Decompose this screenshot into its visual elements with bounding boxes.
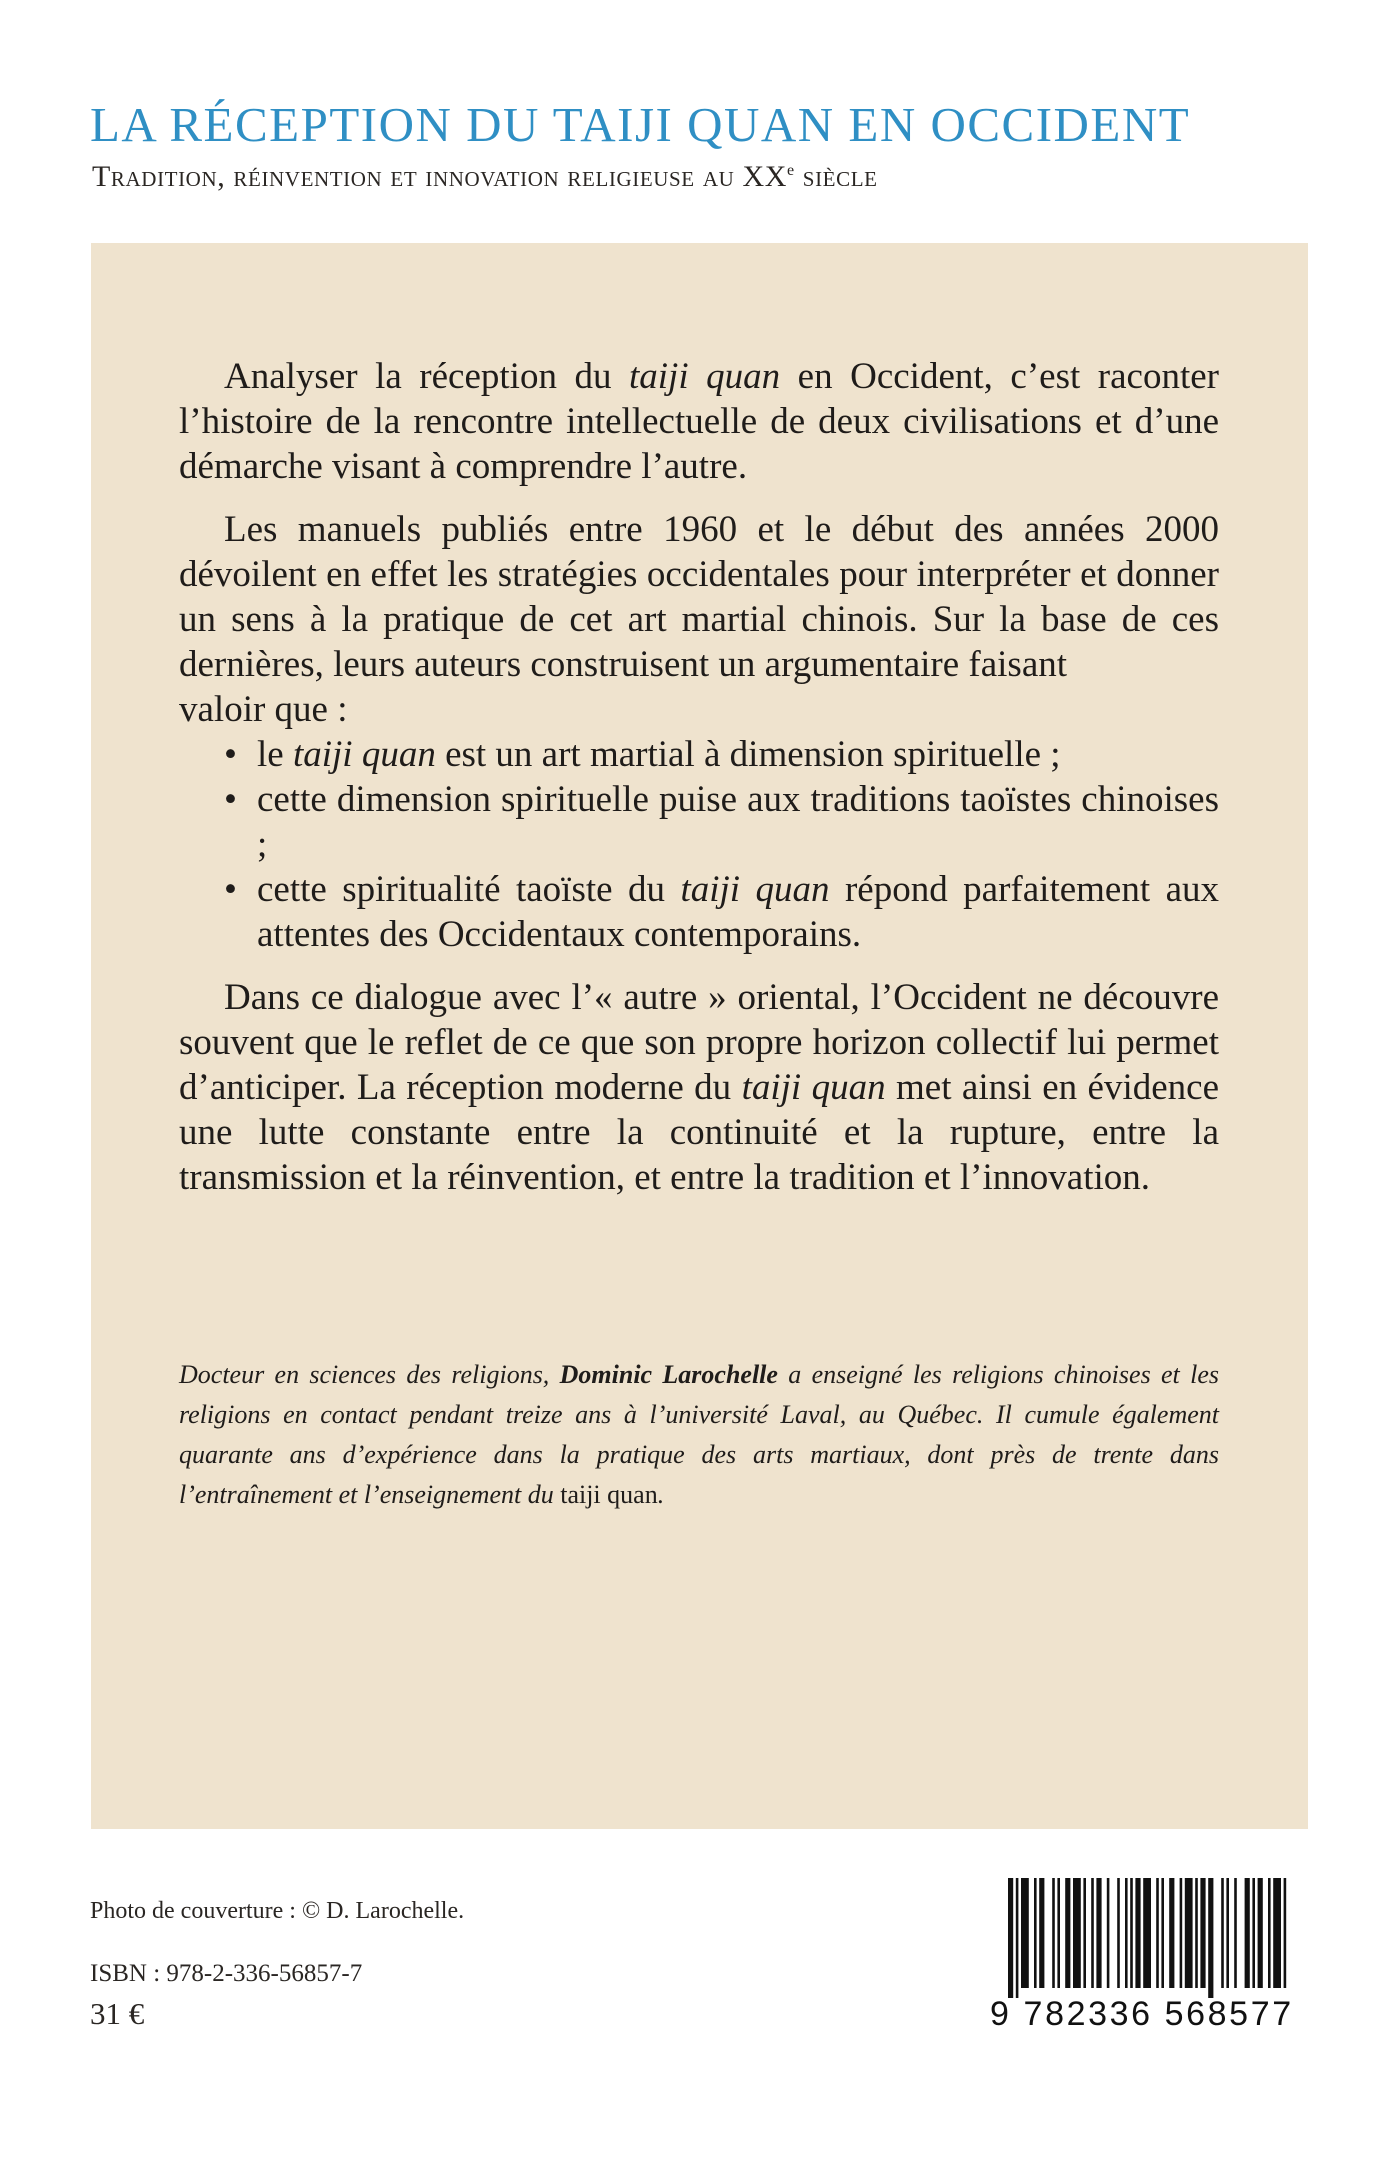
blurb-paragraph-2-continued: valoir que : [179, 689, 348, 730]
barcode-bar [1200, 1878, 1205, 1988]
blurb-paragraph-3: Dans ce dialogue avec l’« autre » oriental, l’Occident ne découvre souvent que le reflet de ce que son propre horizon collectif lui permet d’anticiper. La réception moderne du taiji quan met ainsi en évidence une lutte constante entre la continuité et la rupture, entre la transmission et la réinvention, et entre la tradition et l’innovation. [179, 977, 1219, 1198]
barcode-bar [1208, 1878, 1213, 1998]
blurb-paragraph-1: Analyser la réception du taiji quan en Occident, c’est raconter l’histoire de la rencontre intellectuelle de deux civilisations et d’une démarche visant à comprendre l’autre. [179, 356, 1219, 487]
barcode-bar [1052, 1878, 1055, 1988]
author-name: Dominic Larochelle [559, 1360, 778, 1389]
bullet-icon: • [224, 734, 237, 775]
barcode-bar [1091, 1878, 1094, 1988]
barcode-bar [1125, 1878, 1128, 1988]
barcode-bar [1268, 1878, 1271, 1988]
barcode-bar [1008, 1878, 1013, 1998]
barcode-bar [1073, 1878, 1081, 1988]
barcode-bar [1083, 1878, 1086, 1988]
barcode-bar [1130, 1878, 1133, 1988]
barcode-bar [1021, 1878, 1029, 1988]
barcode-bar [1034, 1878, 1037, 1988]
list-item: • le taiji quan est un art martial à dimension spirituelle ; [224, 734, 1061, 775]
barcode-bar [1156, 1878, 1159, 1988]
barcode-bar [1180, 1878, 1183, 1988]
subtitle-main: Tradition, réinvention et innovation religieuse au XX [92, 160, 787, 193]
list-item: • cette dimension spirituelle puise aux traditions taoïstes chinoises ; [224, 779, 1219, 865]
barcode-bar [1161, 1878, 1164, 1988]
barcode-bar [1258, 1878, 1263, 1988]
barcode-bar [1016, 1878, 1019, 1998]
blurb [179, 354, 1219, 1218]
barcode-bar [1117, 1878, 1120, 1988]
barcode-bar [1195, 1878, 1198, 1988]
barcode-bar [1226, 1878, 1229, 1988]
barcode-bar [1135, 1878, 1140, 1988]
barcode-bar [1273, 1878, 1281, 1988]
blurb-paragraph-2: Les manuels publiés entre 1960 et le début des années 2000 dévoilent en effet les stratégies occidentales pour interpréter et donner un sens à la pratique de cet art martial chinois. Sur la base de ces dernières, leurs auteurs construisent un argumentaire faisant [179, 509, 1219, 685]
bullet-icon: • [224, 779, 237, 820]
barcode-bar [1234, 1878, 1237, 1988]
barcode-bar [1252, 1878, 1255, 1988]
barcode-bar [1185, 1878, 1193, 1988]
argument-list [179, 732, 1219, 957]
barcode-bar [1107, 1878, 1110, 1988]
barcode-bar [1245, 1878, 1250, 1988]
book-subtitle [92, 160, 878, 194]
price: 31 € [90, 1996, 145, 2031]
photo-credit: Photo de couverture : © D. Larochelle. [90, 1898, 465, 1924]
barcode-bar [1039, 1878, 1044, 1988]
isbn: ISBN : 978-2-336-56857-7 [90, 1960, 363, 1987]
subtitle-end: siècle [794, 160, 878, 193]
book-title: LA RÉCEPTION DU TAIJI QUAN EN OCCIDENT [90, 97, 1191, 152]
barcode-bar [1169, 1878, 1174, 1988]
barcode-bar [1143, 1878, 1151, 1988]
barcode-bar [1221, 1878, 1224, 1988]
barcode-digits: 9 782336 568577 [990, 1995, 1294, 2033]
bullet-icon: • [224, 869, 237, 910]
barcode-bar [1284, 1878, 1287, 1988]
barcode-bar [1065, 1878, 1070, 1988]
author-bio: Docteur en sciences des religions, Dominic Larochelle a enseigné les religions chinoises et les religions en contact pendant treize ans à l’université Laval, au Québec. Il cumule également quarante ans d’expérience dans la pratique des arts martiaux, dont près de trente dans l’entraînement et l’enseignement du taiji quan. [179, 1360, 1219, 1509]
list-item: • cette spiritualité taoïste du taiji quan répond parfaitement aux attentes des Occidentaux contemporains. [224, 869, 1219, 955]
barcode-bar [1057, 1878, 1060, 1988]
barcode-bar [1096, 1878, 1101, 1988]
subtitle-superscript: e [786, 162, 795, 179]
